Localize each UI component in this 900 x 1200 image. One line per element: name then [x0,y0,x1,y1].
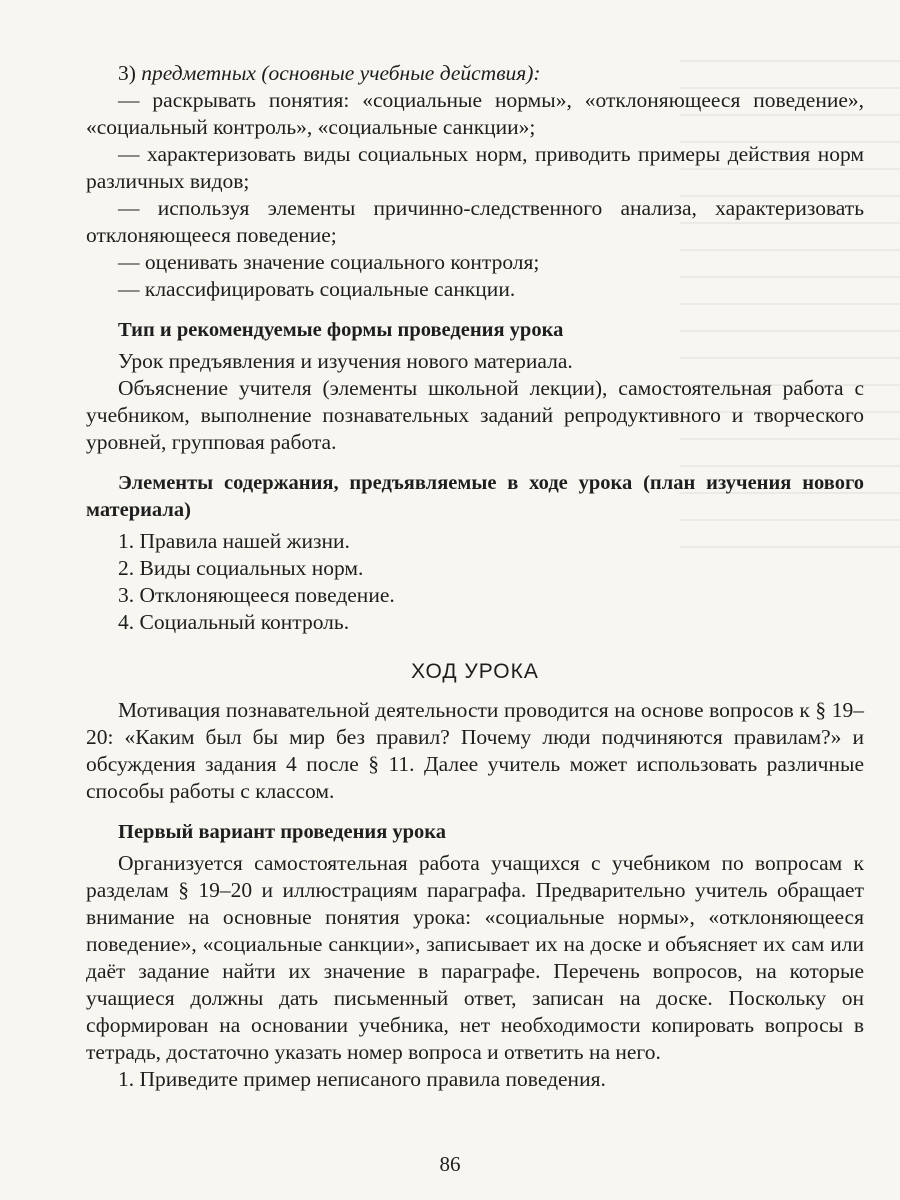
page-content [86,60,864,1093]
intro-number: 3) [118,61,136,85]
variant-one-paragraph: Организуется самостоятельная работа учащихся с учебником по вопросам к разделам § 19–20 и иллюстрациям параграфа. Предварительно учитель обращает внимание на основные понятия урока: «социальные нормы», «отклоняющееся поведение», «социальные санкции», записывает их на доске и объясняет их сам или даёт задание найти их значение в параграфе. Перечень вопросов, на которые учащиеся должны дать письменный ответ, записан на доске. Поскольку он сформирован на основании учебника, нет необходимости копировать вопросы в тетрадь, достаточно указать номер вопроса и ответить на него. [86,851,864,1064]
question-item: 1. Приведите пример неписаного правила поведения. [118,1067,606,1091]
intro-line [86,60,864,87]
content-elements-heading: Элементы содержания, предъявляемые в ходе урока (план изучения нового материала) [86,472,864,521]
lesson-forms-paragraph: Объяснение учителя (элементы школьной лекции), самостоятельная работа с учебником, выполнение познавательных заданий репродуктивного и творческого уровней, групповая работа. [86,376,864,454]
objective-item: — классифицировать социальные санкции. [118,277,516,301]
plan-item: 4. Социальный контроль. [118,610,350,634]
objective-item: — характеризовать виды социальных норм, приводить примеры действия норм различных видов; [86,142,864,193]
intro-italic-heading: предметных (основные учебные действия): [141,61,541,85]
plan-item: 2. Виды социальных норм. [118,556,364,580]
variant-one-heading: Первый вариант проведения урока [118,821,447,843]
page-number: 86 [439,1152,461,1176]
section-title: ХОД УРОКА [411,660,539,683]
objective-item: — используя элементы причинно-следственного анализа, характеризовать отклоняющееся поведение; [86,196,864,247]
objective-item: — раскрывать понятия: «социальные нормы», «отклоняющееся поведение», «социальный контроль», «социальные санкции»; [86,88,864,139]
lesson-type-paragraph: Урок предъявления и изучения нового материала. [118,349,573,373]
lesson-type-heading: Тип и рекомендуемые формы проведения урока [118,319,564,341]
objective-item: — оценивать значение социального контроля; [118,250,540,274]
plan-item: 1. Правила нашей жизни. [118,529,350,553]
plan-item: 3. Отклоняющееся поведение. [118,583,395,607]
motivation-paragraph: Мотивация познавательной деятельности проводится на основе вопросов к § 19–20: «Каким был бы мир без правил? Почему люди подчиняются правилам?» и обсуждения задания 4 после § 11. Далее учитель может использовать различные способы работы с классом. [86,698,864,803]
